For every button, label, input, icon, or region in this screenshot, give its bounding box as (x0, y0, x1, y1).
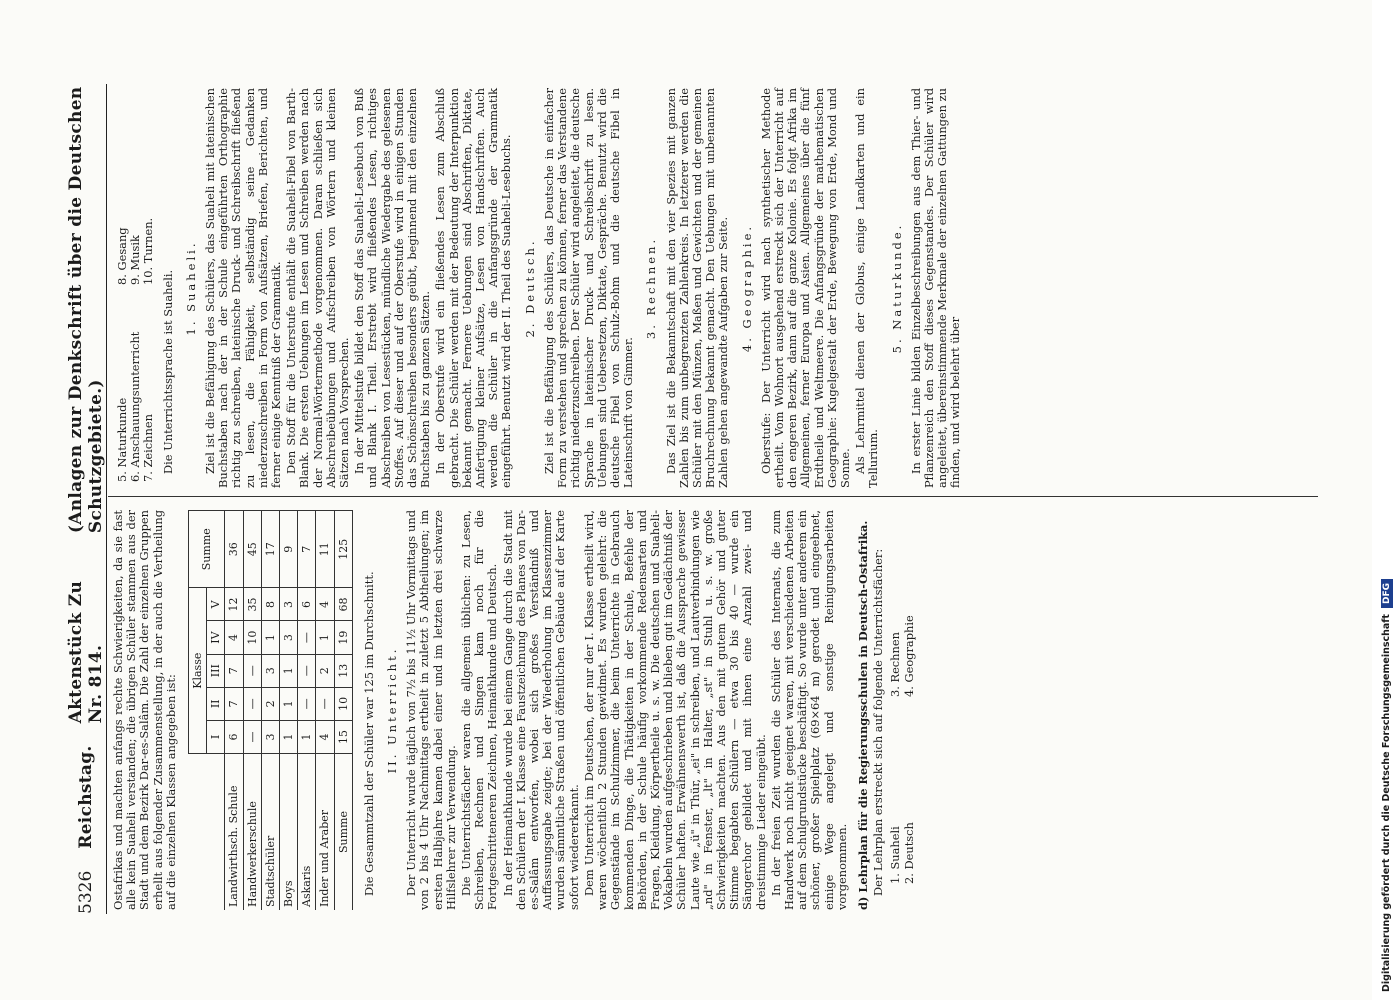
row-label: Inder und Araber (316, 754, 334, 911)
cell: 1 (298, 720, 316, 753)
paragraph: Der Unterricht wurde täglich von 7½ bis 11½ Uhr Vormittags und von 2 bis 4 Uhr Nachmittags ertheilt in zuletzt 5 Abtheilungen; im ersten Halbjahre kamen dabei einer und im letzten drei schwarze Hilfslehrer zur Verwendung. (404, 510, 458, 910)
cell: 36 (225, 511, 243, 588)
cell: 7 (225, 687, 243, 720)
row-label: Askaris (298, 754, 316, 911)
paragraph: Dem Unterricht im Deutschen, der nur der I. Klasse ertheilt wird, waren wöchentlich 2 Stunden gewidmet. Es wurden gelehrt: die Gegenstände im Schulzimmer, die beim Unterrichte in Gebrauch kommenden Dinge, die Thätigkeiten in der Schule, Befehle der Behörden, in der Schule häufig vorkommende Redensarten und Fragen, Kleidung, Körpertheile u. s. w. Die deutschen und Suaheli-Vokabeln wurden aufgeschrieben und blieben gut im Gedächtniß der Schüler haften. Erwähnenswerth ist, daß die Aussprache gewisser Laute wie „ü" in Thür, „ei" in schreiben, und Lautverbindungen wie „nd" in Fenster, „lt" in Halter, „st" in Stuhl u. s. w. große Schwierigkeiten machten. Aus den mit gutem Gehör und guter Stimme begabten Schülern — etwa 30 bis 40 — wurde ein Sängerchor gebildet und mit ihnen eine Anzahl zwei- und dreistimmige Lieder eingeübt. (581, 510, 768, 910)
subject-item: 2. Deutsch (901, 822, 916, 884)
cell: 3 (261, 654, 279, 687)
cell: 9 (280, 511, 298, 588)
header-rule (106, 84, 107, 914)
average-paragraph: Die Gesammtzahl der Schüler war 125 im Durchschnitt. (361, 571, 376, 896)
cell: 7 (298, 511, 316, 588)
cell: 4 (316, 720, 334, 753)
cell: 12 (225, 588, 243, 621)
class-table-col: II (207, 687, 225, 720)
dfg-stamp (1372, 0, 1397, 1000)
cell: — (298, 687, 316, 720)
paragraph: Den Stoff für die Unterstufe enthält die Suaheli-Fibel von Barth-Blank. Die ersten Uebungen im Lesen und Schreiben werden nach der Normal-Wörtermethode vorgenommen. Daran schließen sich Abschreibeübungen und Aufschreiben von Wörtern und kleinen Sätzen nach Vorsprechen. (284, 88, 352, 488)
table-row (280, 511, 298, 911)
cell: 1 (316, 621, 334, 654)
cell: 7 (225, 654, 243, 687)
section-heading: 1. Suaheli. (183, 240, 198, 336)
cell: 4 (316, 588, 334, 621)
paragraph: Das Ziel ist die Bekanntschaft mit den vier Spezies mit ganzen Zahlen bis zum unbegrenzten Zahlenkreis. In letzterer werden die Schüler mit den Münzen, Maßen und Gewichten und der gemeinen Bruchrechnung bekannt gemacht. Den Uebungen mit unbenannten Zahlen gehen angewandte Aufgaben zur Seite. (663, 88, 731, 488)
paragraph: Als Lehrmittel dienen der Globus, einige Landkarten und ein Tellurium. (853, 88, 881, 488)
cell: 4 (225, 621, 243, 654)
subject-item: 7. Zeichnen (141, 414, 156, 482)
dfg-stamp-text: Digitalisierung gefördert durch die Deutsche Forschungsgemeinschaft (1381, 614, 1392, 992)
paragraph: In erster Linie bilden Einzelbeschreibungen aus dem Thier- und Pflanzenreich den Stoff dieses Gegenstandes. Der Schüler wird angeleitet, übereinstimmende Merkmale der einzelnen Gattungen zu finden, und wird belehrt über (908, 88, 963, 488)
cell: 3 (280, 621, 298, 654)
row-label: Handwerkerschule (243, 754, 261, 911)
table-row (261, 511, 279, 911)
cell: — (243, 687, 261, 720)
section-heading: 2. Deutsch. (522, 238, 537, 338)
cell: 1 (280, 654, 298, 687)
cell: — (298, 654, 316, 687)
table-total-row (334, 511, 352, 911)
section-d-heading: d) Lehrplan für die Regierungsschulen in Deutsch-Ostafrika. (855, 520, 870, 910)
cell: 19 (334, 621, 352, 654)
cell: 6 (298, 588, 316, 621)
right-column (112, 88, 965, 488)
class-table-col-sum: Summe (189, 511, 225, 588)
subject-item: 1. Suaheli (888, 826, 903, 884)
cell: 6 (225, 720, 243, 753)
class-table-col: III (207, 654, 225, 687)
left-column (112, 510, 922, 910)
paragraph: Ziel ist die Befähigung des Schülers, das Suaheli mit lateinischen Buchstaben nach der in der Schule eingeführten Orthographie richtig zu schreiben, lateinische Druck- und Schreibschrift fließend zu lesen, die Fähigkeit, selbständig seine Gedanken niederzuschreiben in Form von Aufsätzen, Briefen, Berichten, und ferner einige Kenntniß der Grammatik. (203, 88, 284, 488)
cell: 125 (334, 511, 352, 588)
table-row (298, 511, 316, 911)
paragraph: In der Heimathkunde wurde bei einem Gange durch die Stadt mit den Schülern der I. Klasse eine Faustzeichnung des Planes von Dar-es-Salâm entworfen, wobei sich großes Verständniß und Auffassungsgabe zeigte; bei der Wiederholung im Klassenzimmer wurden sämmtliche Straßen und öffentlichen Gebäude auf der Karte sofort wiedererkannt. (500, 510, 581, 910)
page-number: 5326 (76, 870, 96, 914)
cell: — (243, 654, 261, 687)
class-table-col: IV (207, 621, 225, 654)
cell: — (316, 687, 334, 720)
cell: 15 (334, 720, 352, 753)
header-left-title: Reichstag. (76, 745, 96, 849)
paragraph: Die Unterrichtssprache ist Suaheli. (160, 269, 175, 474)
cell: 8 (261, 588, 279, 621)
cell: 10 (243, 621, 261, 654)
table-row (225, 511, 243, 911)
cell: 17 (261, 511, 279, 588)
cell: 2 (316, 654, 334, 687)
class-table (188, 510, 353, 910)
subject-list (116, 88, 156, 482)
paragraph: Die Unterrichtsfächer waren die allgemein üblichen: zu Lesen, Schreiben, Rechnen und Singen kam noch für die Fortgeschritteneren Zeichnen, Heimathkunde und Deutsch. (459, 510, 500, 910)
class-table-col: I (207, 720, 225, 753)
paragraph: In der Mittelstufe bildet den Stoff das Suaheli-Lesebuch von Buß und Blank I. Theil. Erstrebt wird fließendes Lesen, richtiges Abschreiben von Lesestücken, mündliche Wiedergabe des gelesenen Stoffes. Auf dieser und auf der Oberstufe wird in einigen Stunden das Schönschreiben besonders geübt, beginnend mit den einzelnen Buchstaben bis zu ganzen Sätzen. (352, 88, 433, 488)
row-label: Stadtschüler (261, 754, 279, 911)
page-header (66, 84, 106, 914)
paragraph: Der Lehrplan erstreckt sich auf folgende Unterrichtsfächer: (871, 548, 886, 896)
row-label: Summe (334, 754, 352, 911)
cell: 13 (334, 654, 352, 687)
section-heading: II. Unterricht. (385, 646, 400, 774)
row-label: Landwirthsch. Schule (225, 754, 243, 911)
row-label: Boys (280, 754, 298, 911)
cell: — (243, 720, 261, 753)
cell: 1 (280, 720, 298, 753)
subject-item: 8. Gesang (115, 227, 129, 285)
subject-item: 9. Musik (128, 235, 143, 285)
cell: 10 (334, 687, 352, 720)
section-heading: 5. Naturkunde. (889, 222, 904, 354)
table-row (316, 511, 334, 911)
subject-item: 6. Anschauungsunterricht (128, 331, 143, 482)
section-heading: 3. Rechnen. (644, 236, 659, 340)
cell: 68 (334, 588, 352, 621)
subject-item: 10. Turnen. (141, 217, 156, 285)
subject-list (889, 510, 915, 884)
subject-item: 5. Naturkunde (115, 397, 129, 482)
cell: 35 (243, 588, 261, 621)
paragraph: In der freien Zeit wurden die Schüler des Internats, die zum Handwerk noch nicht geeignet waren, mit verschiedenen Arbeiten auf dem Schulgrundstücke beschäftigt. So wurde unter anderem ein schöner, großer Spielplatz (69×64 m) gerodet und eingeebnet, einige Wege angelegt und sonstige Reinigungsarbeiten vorgenommen. (768, 510, 849, 910)
class-table-col: V (207, 588, 225, 621)
header-center-title: Aktenstück Zu Nr. 814. (66, 580, 106, 724)
column-divider (108, 496, 1318, 497)
paragraph: Ziel ist die Befähigung des Schülers, das Deutsche in einfacher Form zu verstehen und sprechen zu können, ferner das Verstandene richtig niederzuschreiben. Der Schüler wird angeleitet, die deutsche Sprache in lateinischer Druck- und Schreibschrift zu lesen. Uebungen sind Uebersetzen, Diktate, Gespräche. Benutzt wird die deutsche Fibel von Schulz-Bohm und die deutsche Fibel in Lateinschrift von Gimmer. (541, 88, 636, 488)
cell: 1 (261, 621, 279, 654)
paragraph: Oberstufe: Der Unterricht wird nach synthetischer Methode ertheilt. Vom Wohnort ausgehend erstreckt sich der Unterricht auf den engeren Bezirk, dann auf die ganze Kolonie. Es folgt Afrika im Allgemeinen, ferner Europa und Asien. Allgemeines über die fünf Erdtheile und Weltmeere. Die Anfangsgründe der mathematischen Geographie: Kugelgestalt der Erde, Bewegung von Erde, Mond und Sonne. (758, 88, 852, 488)
header-right-title: (Anlagen zur Denkschrift über die Deutschen Schutzgebiete.) (66, 86, 106, 534)
cell: 3 (261, 720, 279, 753)
cell: — (298, 621, 316, 654)
cell: 3 (280, 588, 298, 621)
intro-paragraph: Ostafrikas und machten anfangs rechte Schwierigkeiten, da sie fast alle kein Suaheli verstanden; die übrigen Schüler stammen aus der Stadt und dem Bezirk Dar-es-Salâm. Die Zahl der einzelnen Gruppen erhellt aus folgender Zusammenstellung, in der auch die Vertheilung auf die einzelnen Klassen angegeben ist: (111, 510, 178, 910)
cell: 11 (316, 511, 334, 588)
table-row (243, 511, 261, 911)
cell: 1 (280, 687, 298, 720)
dfg-logo: DFG (1381, 579, 1393, 608)
paragraph: In der Oberstufe wird ein fließendes Lesen zum Abschluß gebracht. Die Schüler werden mit der Bedeutung der Interpunktion bekannt gemacht. Fernere Uebungen sind Abschriften, Diktate, Anfertigung kleiner Aufsätze, Lesen von Handschriften. Auch werden die Schüler in die Anfangsgründe der Grammatik eingeführt. Benutzt wird der II. Theil des Suaheli-Lesebuchs. (433, 88, 514, 488)
cell: 2 (261, 687, 279, 720)
subject-item: 4. Geographie (901, 615, 916, 697)
cell: 45 (243, 511, 261, 588)
class-table-group-header: Klasse (189, 588, 207, 754)
subject-item: 3. Rechnen (888, 632, 903, 697)
section-heading: 4. Geographie. (739, 223, 754, 353)
